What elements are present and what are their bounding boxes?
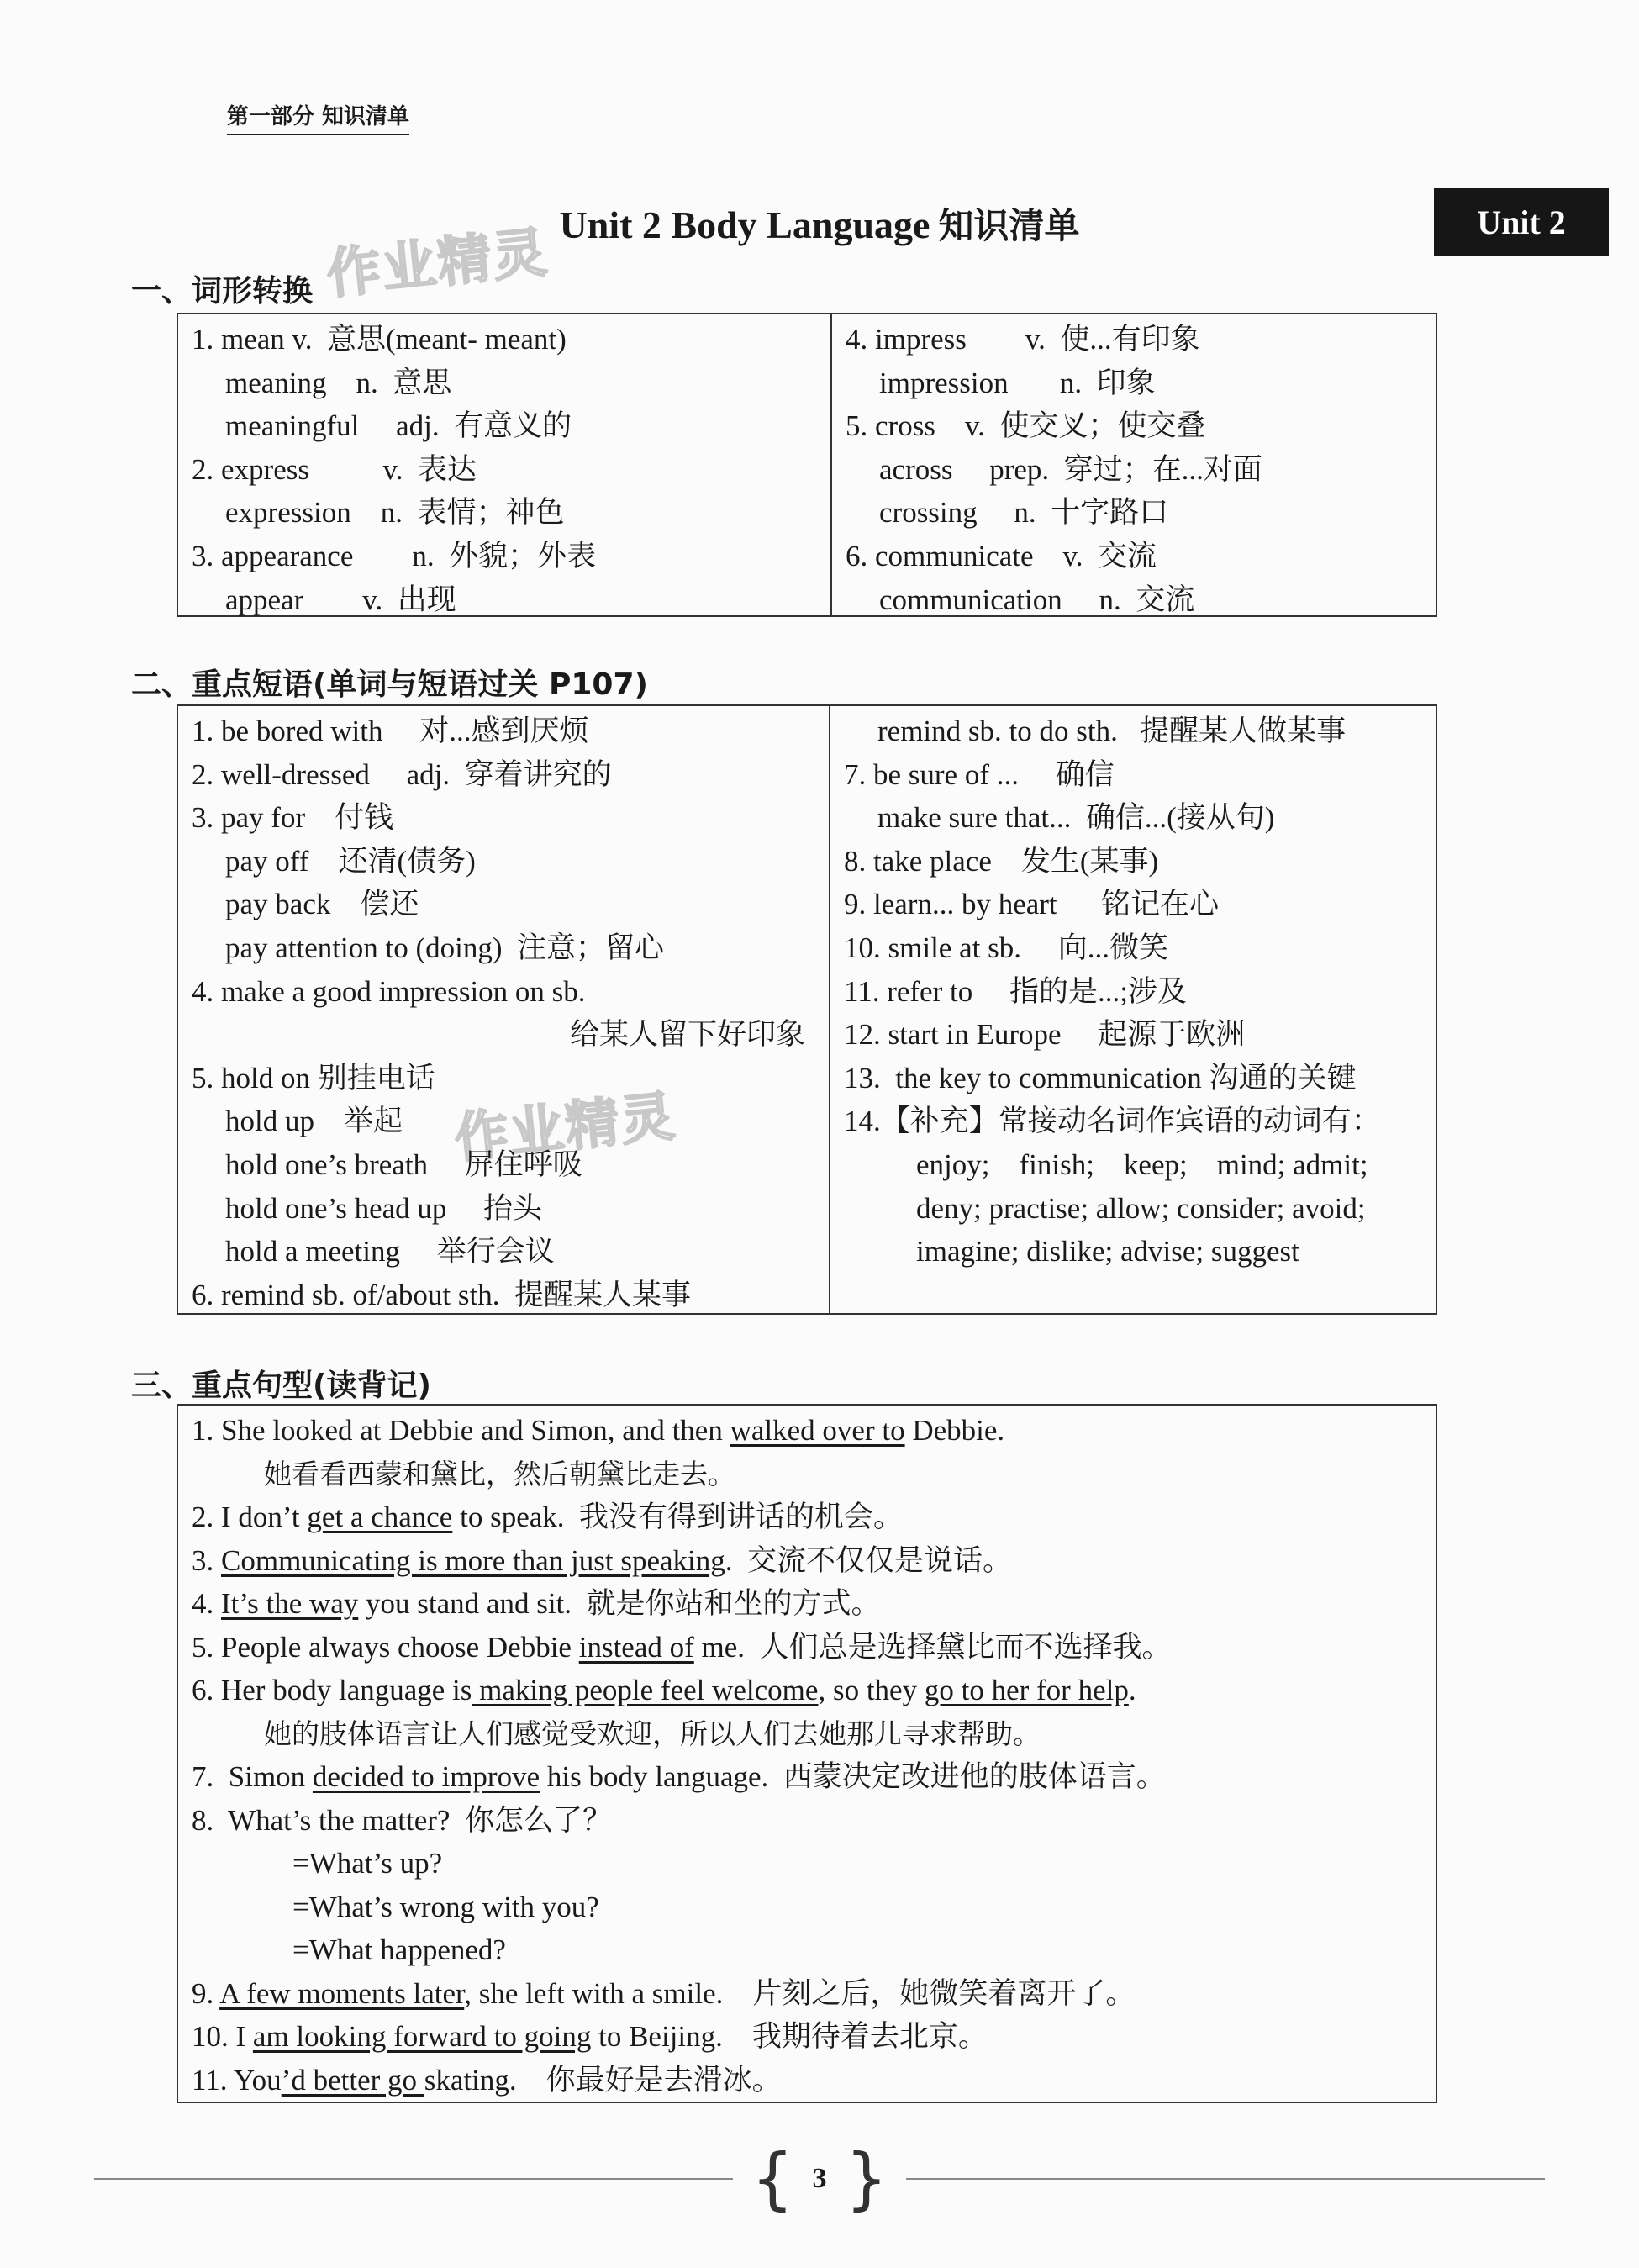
- list-item: 10. I am looking forward to going to Beijing. 我期待着去北京。: [192, 2020, 988, 2053]
- watermark: 作业精灵: [451, 1085, 679, 1171]
- list-item: imagine; dislike; advise; suggest: [916, 1235, 1299, 1268]
- list-item: 11. refer to 指的是...;涉及: [844, 974, 1187, 1008]
- list-item: 3. Communicating is more than just speaking. 交流不仅仅是说话。: [192, 1543, 1013, 1577]
- list-item: pay off 还清(债务): [225, 844, 476, 878]
- list-item: crossing n. 十字路口: [879, 496, 1169, 530]
- list-item: 4. It’s the way you stand and sit. 就是你站和坐的方式。: [192, 1587, 881, 1620]
- section-title-sentences: 三、重点句型(读背记): [131, 1369, 431, 1403]
- list-item: expression n. 表情；神色: [225, 496, 565, 530]
- list-item: 6. communicate v. 交流: [846, 539, 1157, 572]
- phrases-left: [178, 706, 830, 1313]
- brace-right-icon: }: [845, 2139, 888, 2218]
- list-item: 她看看西蒙和黛比，然后朝黛比走去。: [264, 1457, 735, 1490]
- list-item: 5. People always choose Debbie instead of me. 人们总是选择黛比而不选择我。: [192, 1630, 1172, 1664]
- list-item: meaningful adj. 有意义的: [225, 409, 572, 443]
- list-item: 8. take place 发生(某事): [844, 844, 1159, 878]
- list-item: 1. be bored with 对...感到厌烦: [192, 715, 589, 747]
- list-item: 4. make a good impression on sb.: [192, 974, 586, 1008]
- watermark: 作业精灵: [324, 221, 551, 307]
- list-item: 9. learn... by heart 铭记在心: [844, 888, 1220, 921]
- title-cn: 知识清单: [938, 205, 1080, 246]
- footer-rule: [94, 2178, 733, 2180]
- list-item: pay back 偿还: [225, 888, 419, 921]
- list-item: hold a meeting 举行会议: [225, 1235, 555, 1268]
- list-item: 2. I don’t get a chance to speak. 我没有得到讲话的机会。: [192, 1501, 904, 1533]
- list-item: 8. What’s the matter? 你怎么了？: [192, 1803, 612, 1837]
- list-item: pay attention to (doing) 注意；留心: [225, 931, 665, 964]
- sentences-list: [178, 1406, 1436, 2102]
- list-item: 11. You’d better go skating. 你最好是去滑冰。: [192, 2063, 782, 2097]
- list-item: 4. impress v. 使...有印象: [846, 323, 1200, 356]
- phrases-right: [830, 706, 1436, 1313]
- page-footer: [0, 2139, 1639, 2218]
- list-item: 给某人留下好印象: [569, 1018, 805, 1052]
- unit-tab: Unit 2: [1434, 188, 1609, 256]
- brace-left-icon: {: [751, 2139, 794, 2218]
- list-item: 3. appearance n. 外貌；外表: [192, 539, 597, 572]
- list-item: =What happened?: [292, 1933, 506, 1966]
- list-item: meaning n. 意思: [225, 366, 452, 399]
- list-item: 9. A few moments later, she left with a smile. 片刻之后，她微笑着离开了。: [192, 1976, 1136, 2010]
- list-item: remind sb. to do sth. 提醒某人做某事: [877, 715, 1347, 747]
- list-item: 6. remind sb. of/about sth. 提醒某人某事: [192, 1278, 691, 1311]
- list-item: hold one’s breath 屏住呼吸: [225, 1147, 582, 1181]
- list-item: 2. well-dressed adj. 穿着讲究的: [192, 757, 612, 791]
- list-item: 她的肢体语言让人们感觉受欢迎，所以人们去她那儿寻求帮助。: [264, 1717, 1041, 1750]
- word-forms-table: [177, 313, 1437, 617]
- word-forms-right: [832, 314, 1436, 615]
- sentences-box: [177, 1404, 1437, 2103]
- list-item: communication n. 交流: [879, 583, 1195, 616]
- list-item: hold one’s head up 抬头: [225, 1191, 543, 1225]
- list-item: =What’s up?: [292, 1847, 443, 1880]
- list-item: 7. Simon decided to improve his body language. 西蒙决定改进他的肢体语言。: [192, 1760, 1166, 1793]
- title-en: Unit 2 Body Language: [559, 203, 930, 246]
- list-item: 5. cross v. 使交叉；使交叠: [846, 409, 1206, 443]
- list-item: across prep. 穿过；在...对面: [879, 452, 1262, 486]
- page-title: [0, 198, 1639, 249]
- list-item: 2. express v. 表达: [192, 452, 477, 486]
- phrases-table: [177, 704, 1437, 1315]
- list-item: 10. smile at sb. 向...微笑: [844, 931, 1168, 964]
- list-item: 14.【补充】常接动名词作宾语的动词有：: [844, 1105, 1381, 1138]
- section-title-word-forms: 一、词形转换: [131, 274, 314, 309]
- list-item: 3. pay for 付钱: [192, 801, 394, 835]
- word-forms-left: [178, 314, 832, 615]
- list-item: 13. the key to communication 沟通的关键: [844, 1061, 1357, 1094]
- list-item: hold up 举起: [225, 1105, 403, 1138]
- list-item: appear v. 出现: [225, 583, 456, 616]
- list-item: deny; practise; allow; consider; avoid;: [916, 1191, 1366, 1225]
- page-number: 3: [812, 2162, 827, 2194]
- list-item: enjoy; finish; keep; mind; admit;: [916, 1147, 1368, 1181]
- section-title-phrases: 二、重点短语(单词与短语过关 P107): [131, 667, 648, 702]
- list-item: impression n. 印象: [879, 366, 1156, 399]
- footer-rule: [906, 2178, 1545, 2180]
- list-item: make sure that... 确信...(接从句): [877, 801, 1275, 835]
- list-item: 1. mean v. 意思(meant- meant): [192, 323, 567, 356]
- list-item: =What’s wrong with you?: [292, 1890, 599, 1923]
- list-item: 12. start in Europe 起源于欧洲: [844, 1018, 1246, 1052]
- list-item: 5. hold on 别挂电话: [192, 1061, 435, 1094]
- part-label: 第一部分 知识清单: [227, 99, 409, 135]
- list-item: 7. be sure of ... 确信: [844, 757, 1115, 791]
- list-item: 1. She looked at Debbie and Simon, and then walked over to Debbie.: [192, 1414, 1005, 1447]
- list-item: 6. Her body language is making people feel welcome, so they go to her for help.: [192, 1674, 1136, 1706]
